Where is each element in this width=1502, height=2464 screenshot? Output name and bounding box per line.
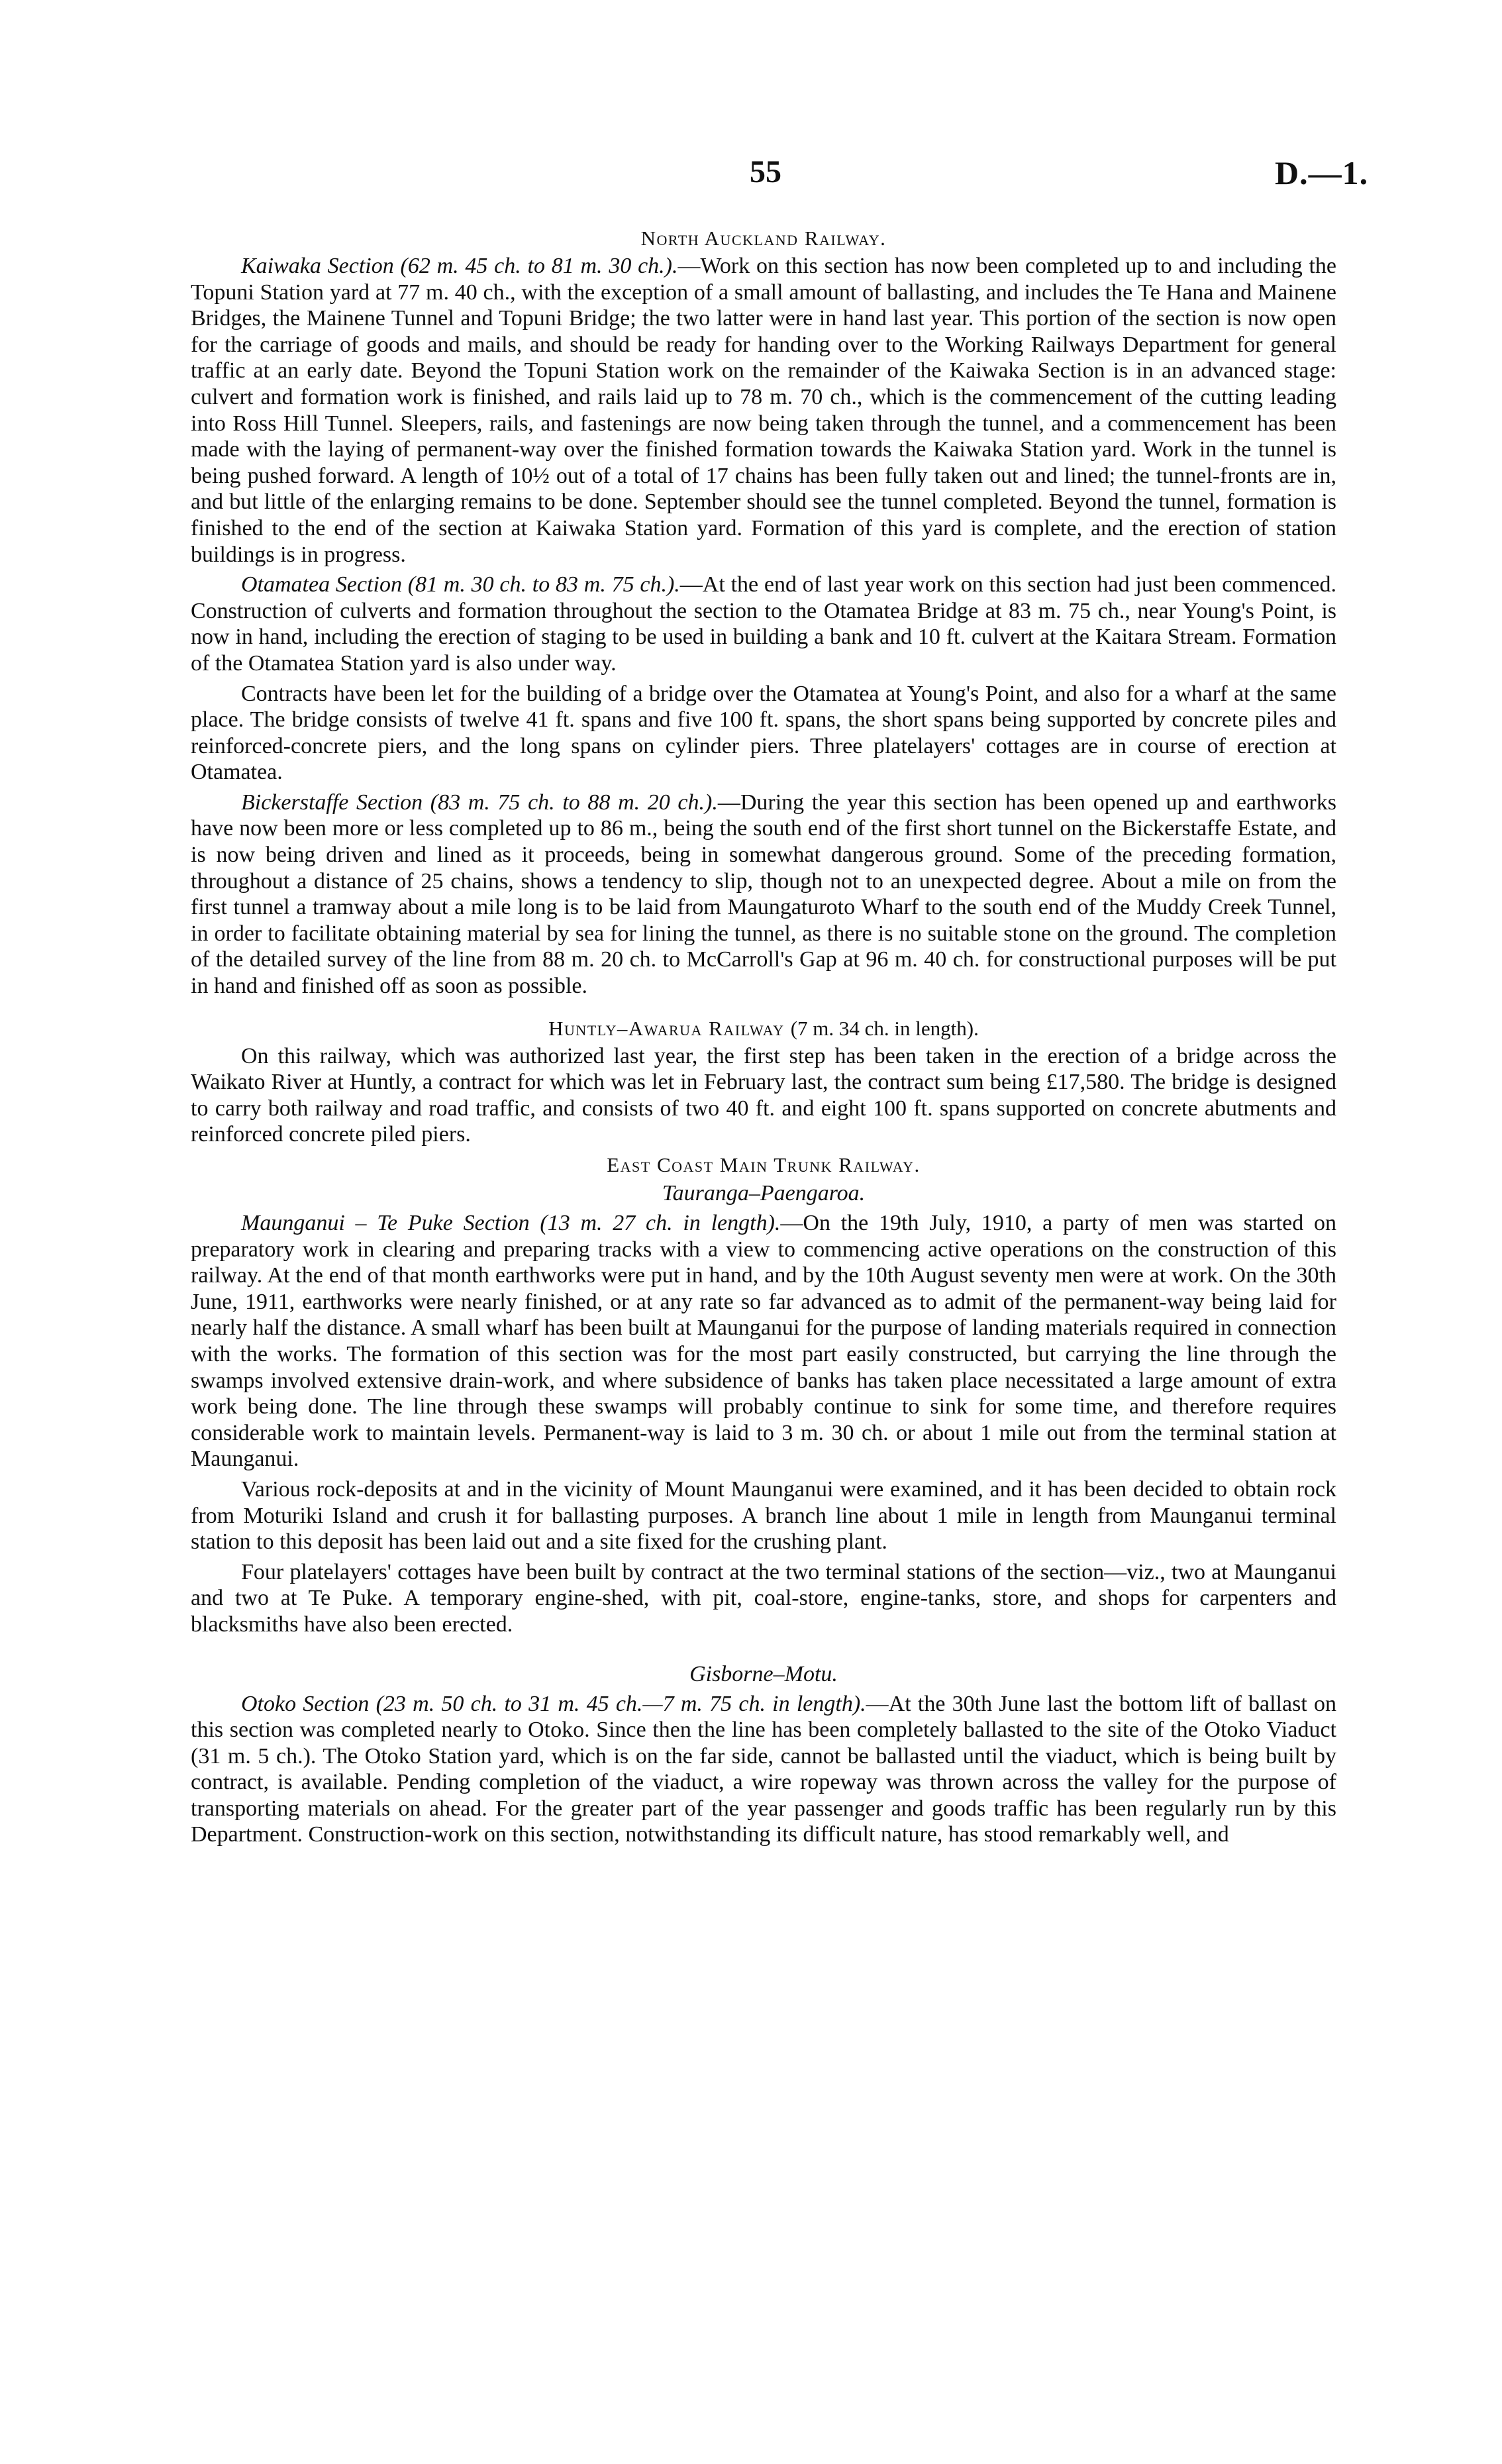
paragraph-bickerstaffe (191, 790, 1336, 1000)
subheading-tauranga-paengaroa: Tauranga–Paengaroa. (662, 1181, 866, 1206)
paragraph-lead: Maunganui – Te Puke Section (13 m. 27 ch. in length). (241, 1211, 781, 1235)
paragraph-lead: Otamatea Section (81 m. 30 ch. to 83 m. 75 ch.). (241, 572, 680, 597)
paragraph-text: —At the 30th June last the bottom lift of ballast on this section was completed nearly to Otoko. Since then the line has been completely ballasted to the site of the Otoko Viaduct (31 m. 5 ch.). The Otoko Station yard, which is on the far side, cannot be ballasted until the viaduct, which is being built by contract, is available. Pending completion of the viaduct, a wire ropeway was thrown across the valley for the purpose of transporting materials on ahead. For the greater part of the year passenger and goods traffic has been regularly run by this Department. Construction-work on this section, notwithstanding its difficult nature, has stood remarkably well, and (191, 1691, 1336, 1847)
heading-length: (7 m. 34 ch. in length). (790, 1016, 979, 1040)
page-number: 55 (750, 154, 781, 189)
paragraph-lead: Otoko Section (23 m. 50 ch. to 31 m. 45 ch.—7 m. 75 ch. in length). (241, 1691, 866, 1716)
paragraph-lead: Bickerstaffe Section (83 m. 75 ch. to 88 m. 20 ch.). (241, 790, 718, 815)
section-heading-north-auckland: North Auckland Railway. (640, 227, 887, 250)
paragraph-text: —Work on this section has now been completed up to and including the Topuni Station yard at 77 m. 40 ch., with the exception of a small amount of ballasting, and includes the Te Hana and Mainene Bridges, the Mainene Tunnel and Topuni Bridge; the two latter were in hand last year. This portion of the section is now open for the carriage of goods and mails, and should be ready for handing over to the Working Railways Department for general traffic at an early date. Beyond the Topuni Station work on the remainder of the Kaiwaka Section is in an advanced stage: culvert and formation work is finished, and rails laid up to 78 m. 70 ch., which is the commencement of the cutting leading into Ross Hill Tunnel. Sleepers, rails, and fastenings are now being taken through the tunnel, and a commencement has been made with the laying of permanent-way over the finished formation towards the Kaiwaka Station yard. Work in the tunnel is being pushed forward. A length of 10½ out of a total of 17 chains has been fully taken out and lined; the tunnel-fronts are in, and but little of the enlarging remains to be done. September should see the tunnel completed. Beyond the tunnel, formation is finished to the end of the section at Kaiwaka Station yard. Formation of this yard is complete, and the erection of station buildings is in progress. (191, 254, 1336, 567)
paragraph-contracts: Contracts have been let for the building of a bridge over the Otamatea at Young's Point, and also for a wharf at the same place. The bridge consists of twelve 41 ft. spans and five 100 ft. spans, the short spans being supported by concrete piles and reinforced-concrete piers, and the long spans on cylinder piers. Three platelayers' cottages are in course of erection at Otamatea. (191, 681, 1336, 785)
section-heading-east-coast: East Coast Main Trunk Railway. (607, 1153, 921, 1176)
paragraph-huntly: On this railway, which was authorized last year, the first step has been taken in the erection of a bridge across the Waikato River at Huntly, a contract for which was let in February last, the contract sum being £17,580. The bridge is designed to carry both railway and road traffic, and consists of two 40 ft. and eight 100 ft. spans supported on concrete abutments and reinforced concrete piled piers. (191, 1043, 1336, 1147)
heading-title: Huntly–Awarua Railway (548, 1016, 785, 1040)
paragraph-text: —On the 19th July, 1910, a party of men was started on preparatory work in clearing and preparing tracks with a view to commencing active operations on the construction of this railway. At the end of that month earthworks were put in hand, and by the 10th August seventy men were at work. On the 30th June, 1911, earthworks were nearly finished, or at any rate so far advanced as to admit of the permanent-way being laid for nearly half the distance. A small wharf has been built at Maunganui for the purpose of landing materials required in connection with the works. The formation of this section was for the most part easily constructed, but carrying the line through the swamps involved extensive drain-work, and where subsidence of banks has taken place necessitated a large amount of extra work being done. The line through these swamps will probably continue to sink for some time, and therefore requires considerable work to maintain levels. Permanent-way is laid to 3 m. 30 ch. or about 1 mile out from the terminal station at Maunganui. (191, 1211, 1336, 1472)
paragraph-otoko (191, 1691, 1336, 1849)
paragraph-text: —During the year this section has been opened up and earthworks have now been more or less completed up to 86 m., being the south end of the first short tunnel on the Bickerstaffe Estate, and is now being driven and lined as it proceeds, being in somewhat dangerous ground. Some of the preceding formation, throughout a distance of 25 chains, shows a tendency to slip, though not to an unexpected degree. About a mile on from the first tunnel a tramway about a mile long is to be laid from Maungaturoto Wharf to the south end of the Muddy Creek Tunnel, in order to facilitate obtaining material by sea for lining the tunnel, as there is no suitable stone on the ground. The completion of the detailed survey of the line from 88 m. 20 ch. to McCarroll's Gap at 96 m. 40 ch. for constructional purposes will be put in hand and finished off as soon as possible. (191, 790, 1336, 999)
page-header (0, 154, 1502, 193)
paragraph-maunganui (191, 1210, 1336, 1472)
section-heading-huntly (191, 1015, 1336, 1042)
page-body (191, 225, 1336, 1852)
subheading-gisborne-motu: Gisborne–Motu. (689, 1661, 838, 1686)
paragraph-rock-deposits: Various rock-deposits at and in the vicinity of Mount Maunganui were examined, and it has been decided to obtain rock from Moturiki Island and crush it for ballasting purposes. A branch line about 1 mile in length from Maunganui terminal station to this deposit has been laid out and a site fixed for the crushing plant. (191, 1476, 1336, 1555)
paragraph-text: —At the end of last year work on this section had just been commenced. Construction of culverts and formation throughout the section to the Otamatea Bridge at 83 m. 75 ch., near Young's Point, is now in hand, including the erection of staging to be used in building a bank and 10 ft. culvert at the Kaitara Stream. Formation of the Otamatea Station yard is also under way. (191, 572, 1336, 676)
paragraph-kaiwaka (191, 253, 1336, 568)
paragraph-otamatea (191, 572, 1336, 676)
paragraph-cottages: Four platelayers' cottages have been built by contract at the two terminal stations of the section—viz., two at Maunganui and two at Te Puke. A temporary engine-shed, with pit, coal-store, engine-tanks, store, and shops for carpenters and blacksmiths have also been erected. (191, 1559, 1336, 1637)
document-reference: D.—1. (1275, 154, 1369, 191)
paragraph-lead: Kaiwaka Section (62 m. 45 ch. to 81 m. 30 ch.). (241, 254, 678, 278)
